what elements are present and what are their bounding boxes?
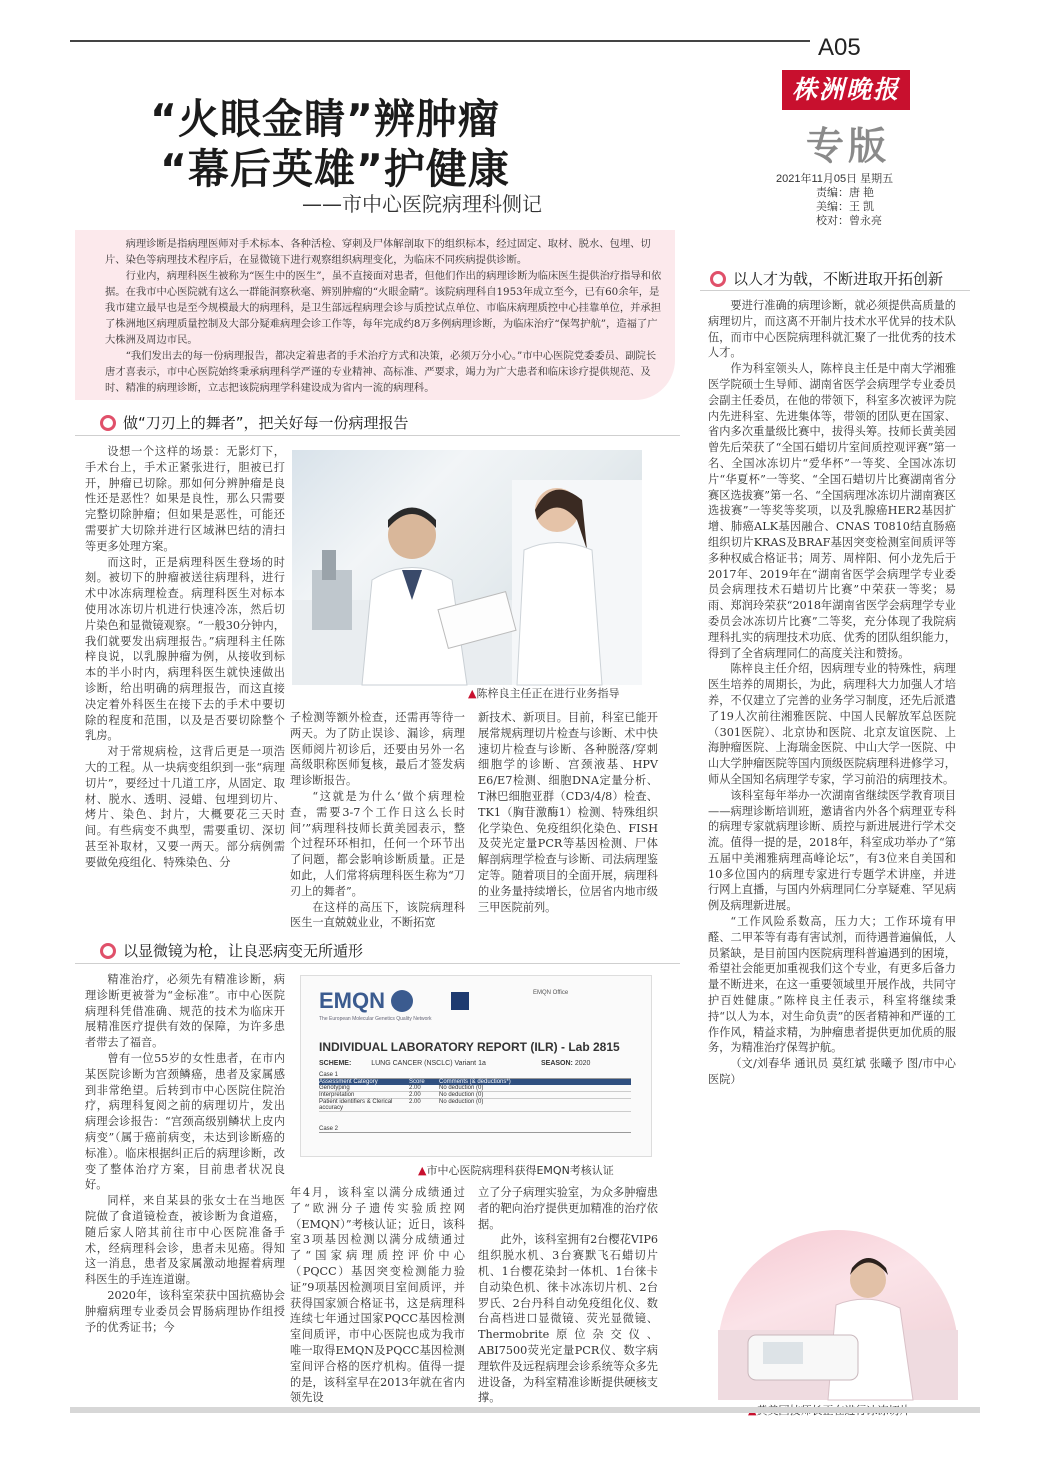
article-paragraph: 曾有一位55岁的女性患者，在市内某医院诊断为宫颈鳞癌，患者及家属感到非常绝望。后转到市中心医院住院治疗，病理科复阅之前的病理切片，发出病理会诊报告：“宫颈高级别鳞状上皮内病变”（属于癌前病变，未达到诊断癌的标准）。临床根据纠正后的病理诊断，改变了整体治疗方案，目前患者状况良好。 [85, 1051, 285, 1192]
section1-col2 [290, 710, 465, 930]
designer: 美编：王 凯 [816, 201, 875, 213]
article-paragraph: 精准治疗，必须先有精准诊断，病理诊断更被誉为“金标准”。市中心医院病理科凭借准确、规范的技术为临床开展精准医疗提供有效的保障，为许多患者带去了福音。 [85, 973, 285, 1050]
article-credit: （文/刘春华 通讯员 莫红斌 张曦予 图/市中心医院） [708, 1057, 956, 1087]
section2-col1 [85, 972, 285, 1384]
photo-director-guidance [292, 450, 642, 685]
caption-triangle-icon: ▲ [468, 687, 477, 700]
caption-triangle-icon: ▲ [418, 1164, 427, 1177]
table-cell: Patient identifiers & Clerical accuracy [319, 1099, 393, 1111]
section3-heading-text: 以人才为戟，不断进取开拓创新 [733, 270, 944, 288]
table-row [319, 1092, 631, 1099]
section2-heading-text: 以显微镜为枪，让良恶病变无所遁形 [123, 942, 364, 960]
table-cell: 2.00 [409, 1092, 421, 1098]
article-paragraph: 而这时，正是病理科医生登场的时刻。被切下的肿瘤被送往病理科，进行术中冰冻病理检查。病理科医生对标本使用冰冻切片机进行快速冷冻，然后切片染色和显微镜观察。“一般30分钟内，我们就要发出病理报告。”病理科主任陈梓良说，以乳腺肿瘤为例，从接收到标本的半小时内，病理科医生就快速做出诊断，给出明确的病理报告，而这直接决定着外科医生在接下去的手术中要切除的程度和范围，以及是否要切除整个乳房。 [85, 555, 285, 743]
photo2-caption-text: 市中心医院病理科获得EMQN考核认证 [426, 1164, 614, 1177]
section-bullet-icon [100, 943, 116, 959]
headline-line2: “幕后英雄”护健康 [160, 145, 510, 193]
section1-divider [75, 435, 680, 436]
issue-date: 2021年11月05日 星期五 [776, 173, 894, 185]
masthead-logo: 株洲晚报 [782, 70, 910, 110]
article-paragraph: 立了分子病理实验室，为众多肿瘤患者的靶向治疗提供更加精准的治疗依据。 [478, 1186, 658, 1231]
editor: 责编：唐 艳 [816, 187, 875, 199]
article-paragraph: 要进行准确的病理诊断，就必须提供高质量的病理切片，而这离不开制片技术水平优异的技术队伍，而市中心医院病理科就汇聚了一批优秀的技术人才。 [708, 299, 956, 360]
section-name: 专版 [806, 123, 891, 168]
section1-heading [100, 412, 409, 433]
section3-col [708, 298, 956, 1223]
lead-paragraph: 病理诊断是指病理医师对手术标本、各种活检、穿刺及尸体解剖取下的组织标本，经过固定、取材、脱水、包埋、切片、染色等病理技术程序后，在显微镜下进行观察组织病理变化，为临床不同疾病提供诊断。 [105, 238, 651, 266]
page-number: A05 [818, 34, 861, 61]
table-cell: 2.00 [409, 1099, 421, 1105]
table-cell: Genotyping [319, 1085, 350, 1091]
table-header-cell: Comments (& deductions*) [439, 1079, 511, 1085]
caption-triangle-icon: ▲ [748, 1404, 757, 1417]
article-paragraph: “这就是为什么‘做个病理检查，需要3-7个工作日这么长时间’”病理科技师长黄美园表示，整个过程环环相扣，任何一个环节出了问题，都会影响诊断质量。正是如此，人们常将病理科医生称为“刀刃上的舞者”。 [290, 789, 465, 898]
globe-icon [391, 990, 413, 1012]
article-paragraph: 陈梓良主任介绍，因病理专业的特殊性，病理医生培养的周期长，为此，病理科大力加强人才培养，不仅建立了完善的业务学习制度，还先后派遣了19人次前往湘雅医院、中国人民解放军总医院（301医院）、北京协和医院、北京友谊医院、上海肿瘤医院、上海瑞金医院、中山大学一医院、中山大学肿瘤医院等国内顶级医院病理科进修学习，师从全国知名病理学专家，学习前沿的病理技术。 [708, 662, 956, 786]
case2-label: Case 2 [319, 1126, 631, 1133]
article-paragraph: 对于常规病检，这背后更是一项浩大的工程。从一块病变组织到一张“病理切片”，要经过十几道工序，从固定、取材、脱水、透明、浸蜡、包埋到切片、烤片、染色、封片，大概要花三天时间。有些病变不典型，需要重切、深切甚至补取材，又要一两天。部分病例需要做免疫组化、特殊染色、分 [85, 745, 285, 869]
headline-sub: ——市中心医院病理科侧记 [302, 192, 542, 216]
table-row [319, 1099, 631, 1112]
article-paragraph: 该科室每年举办一次湖南省继续医学教育项目——病理诊断培训班，邀请省内外各个病理亚专科的病理专家就病理诊断、质控与新进展进行学术交流。值得一提的是，2018年，科室成功举办了“第五届中美湘雅病理高峰论坛”，有3位来自美国和10多位国内的病理专家进行专题学术讲座，并进行网上直播，与国内外病理同仁分享疑难、罕见病例及病理新进展。 [708, 788, 956, 913]
section1-col3 [478, 710, 658, 914]
headline-line1: “火眼金睛”辨肿瘤 [150, 95, 500, 143]
table-cell: No deduction (0) [439, 1092, 484, 1098]
scheme-row [319, 1060, 486, 1067]
lead-box [75, 230, 675, 400]
section2-heading [100, 940, 363, 961]
section2-divider [75, 963, 680, 964]
article-paragraph: 子检测等额外检查，还需再等待一两天。为了防止误诊、漏诊，病理医师阅片初诊后，还要由另外一名高级职称医师复核，最后才签发病理诊断报告。 [290, 711, 465, 788]
scheme-label: SCHEME: [319, 1060, 352, 1067]
article-paragraph: 在这样的高压下，该院病理科医生一直兢兢业业，不断拓宽 [290, 900, 465, 930]
section1-heading-text: 做“刀刃上的舞者”，把关好每一份病理报告 [123, 414, 409, 432]
photo2-caption [418, 1162, 614, 1178]
table-cell: No deduction (0) [439, 1099, 484, 1105]
article-paragraph: 2020年，该科室荣获中国抗癌协会肿瘤病理专业委员会胃肠病理协作组授予的优秀证书；今 [85, 1288, 285, 1334]
emqn-office: EMQN Office [533, 990, 569, 996]
case1-label: Case 1 [319, 1072, 631, 1079]
lead-paragraph: “我们发出去的每一份病理报告，都决定着患者的手术治疗方式和决策，必须万分小心。”市中心医院党委委员、副院长唐才喜表示，市中心医院始终秉承病理科学严谨的专业精神、高标准、严要求，竭力为广大患者和临床诊疗提供规范、及时、精准的病理诊断，立志把该院病理学科建设成为省内一流的病理科。 [105, 350, 657, 394]
table-header-cell: Score [409, 1079, 425, 1085]
bottom-rule [70, 1407, 980, 1413]
section-bullet-icon [100, 415, 116, 431]
table-row [319, 1085, 631, 1092]
photo1-caption-text: 陈梓良主任正在进行业务指导 [476, 687, 620, 700]
article-paragraph: “工作风险系数高，压力大；工作环境有甲醛、二甲苯等有毒有害试剂，而待遇普遍偏低，人员紧缺，是目前国内医院病理科普遍遇到的困境，希望社会能更加重视我们这个专业，有更多后备力量不断进来，在这一重要领域里开展作战，共同守护百姓健康。”陈梓良主任表示，科室将继续秉持“以人为本，对生命负责”的医者精神和严谨的工作作风，精益求精，为肿瘤患者提供更加优质的服务，为精准治疗保驾护航。 [708, 915, 956, 1055]
article-paragraph: 新技术、新项目。目前，科室已能开展常规病理切片检查与诊断、术中快速切片检查与诊断、各种脱落/穿刺细胞学的诊断、宫颈液基、HPV E6/E7检测、细胞DNA定量分析、T淋巴细胞亚群（CD3/4/8）检查、TK1（胸苷激酶1）检测、特殊组织化学染色、免疫组织化染色、FISH及荧光定量PCR等基因检测、尸体解剖病理学检查与诊断、司法病理鉴定等。随着项目的全面开展，病理科的业务量持续增长，位居省内地市级三甲医院前列。 [478, 711, 658, 914]
photo-emqn-certificate [300, 975, 652, 1157]
section-bullet-icon [710, 271, 726, 287]
table-header-cell: Assessment Category [319, 1079, 378, 1085]
article-paragraph: 作为科室领头人，陈梓良主任是中南大学湘雅医学院硕士生导师、湖南省医学会病理学专业委员会副主任委员，在他的带领下，科室多次被评为院内先进科室、先进集体等，带领的团队更在国家、省内多次重量级比赛中，拔得头筹。技师长黄美园曾先后荣获了“全国石蜡切片室间质控观评赛”第一名、全国冰冻切片“爱华杯”一等奖、全国冰冻切片“华夏杯”一等奖、“全国石蜡切片比赛湖南省分赛区选拔赛”第一名、“全国病理冰冻切片湖南赛区选拔赛”一等奖等奖项，以及乳腺癌HER2基因扩增、肺癌ALK基因融合、CNAS T0810结直肠癌组织切片KRAS及BRAF基因突变检测室间质评等多种权威合格证书；周芳、周梓阳、何小龙先后于2017年、2019年在“湖南省医学会病理学专业委员会病理技术石蜡切片比赛”中荣获一等奖；易雨、郑润玲荣获“2018年湖南省医学会病理学专业委员会冰冻切片比赛”二等奖，充分体现了我院病理科扎实的病理技术功底、优秀的团队组织能力，得到了全省病理同仁的高度关注和赞扬。 [708, 362, 956, 660]
emqn-logo: EMQN [319, 988, 385, 1013]
photo1-caption [468, 685, 619, 701]
season-value: 2020 [574, 1060, 591, 1067]
scheme-value: LUNG CANCER (NSCLC) Variant 1a [371, 1060, 486, 1067]
table-cell: Interpretation [319, 1092, 355, 1098]
season-row [541, 1060, 590, 1067]
report-title: INDIVIDUAL LABORATORY REPORT (ILR) - Lab 2815 [319, 1040, 620, 1054]
article-paragraph: 年4月，该科室以满分成绩通过了“欧洲分子遗传实验质控网（EMQN）”考核认证；近日，该科室3项基因检测以满分成绩通过了“国家病理质控评价中心（PQCC）基因突变检测能力验证”9项基因检测项目室间质评，并获得国家颁合格证书，这是病理科连续七年通过国家PQCC基因检测室间质评，市中心医院也成为我市唯一取得EMQN及PQCC基因检测室间评合格的医疗机构。值得一提的是，该科室早在2013年就在省内领先设 [290, 1186, 465, 1405]
table-cell: 2.00 [409, 1085, 421, 1091]
section3-divider [700, 290, 970, 291]
section2-col2 [290, 1185, 465, 1405]
article-paragraph: 此外，该科室拥有2台樱花VIP6组织脱水机、3台赛默飞石蜡切片机、1台樱花染封一体机、1台徕卡自动染色机、徕卡冰冻切片机、2台罗氏、2台丹科自动免疫组化仪、数台高档进口显微镜、荧光显微镜、Thermobrite原位杂交仪、ABI7500荧光定量PCR仪、数字病理软件及远程病理会诊系统等众多先进设备，为科室精准诊断提供硬核支撑。 [478, 1233, 658, 1405]
cert-table [319, 1072, 631, 1133]
article-paragraph: 同样，来自某县的张女士在当地医院做了食道镜检查，被诊断为食道癌，随后家人陪其前往市中心医院准备手术，经病理科会诊，患者未见癌。得知这一消息，患者及家属激动地握着病理科医生的手连连道谢。 [85, 1194, 285, 1287]
university-crest-icon [451, 992, 469, 1010]
section3-heading [710, 268, 943, 289]
issue-meta [776, 172, 893, 228]
proofreader: 校对：曾永亮 [816, 215, 882, 227]
section2-col3 [478, 1185, 658, 1405]
table-cell: No deduction (0) [439, 1085, 484, 1091]
season-label: SEASON: [541, 1060, 573, 1067]
photo-frozen-section [718, 1230, 958, 1400]
section1-col1 [85, 444, 285, 944]
photo3-caption-text: 黄美园技师长正在进行冰冻切片 [756, 1404, 911, 1417]
emqn-tagline: The European Molecular Genetics Quality Network [319, 1016, 432, 1022]
article-paragraph: 设想一个这样的场景：无影灯下，手术台上，手术正紧张进行，胆被已打开，肿瘤已切除。那如何分辨肿瘤是良性还是恶性？如果是良性，那么只需要完整切除肿瘤；但如果是恶性，可能还需要扩大切除并进行区域淋巴结的清扫等更多处理方案。 [85, 445, 285, 553]
lead-paragraph: 行业内，病理科医生被称为“医生中的医生”，虽不直接面对患者，但他们作出的病理诊断为临床医生提供治疗指导和依据。在我市中心医院就有这么一群能洞察秋毫、辨别肿瘤的“火眼金睛”。该院病理科自1953年成立至今，已有60余年，是我市建立最早也是至今规模最大的病理科，是卫生部远程病理会诊与质控试点单位、市临床病理质控中心挂靠单位，并承担了株洲地区病理质量控制及大部分疑难病理会诊工作等，每年完成约8万多例病理诊断，为临床治疗“保驾护航”，造福了广大株洲及周边市民。 [105, 270, 662, 346]
top-rule [70, 40, 810, 42]
